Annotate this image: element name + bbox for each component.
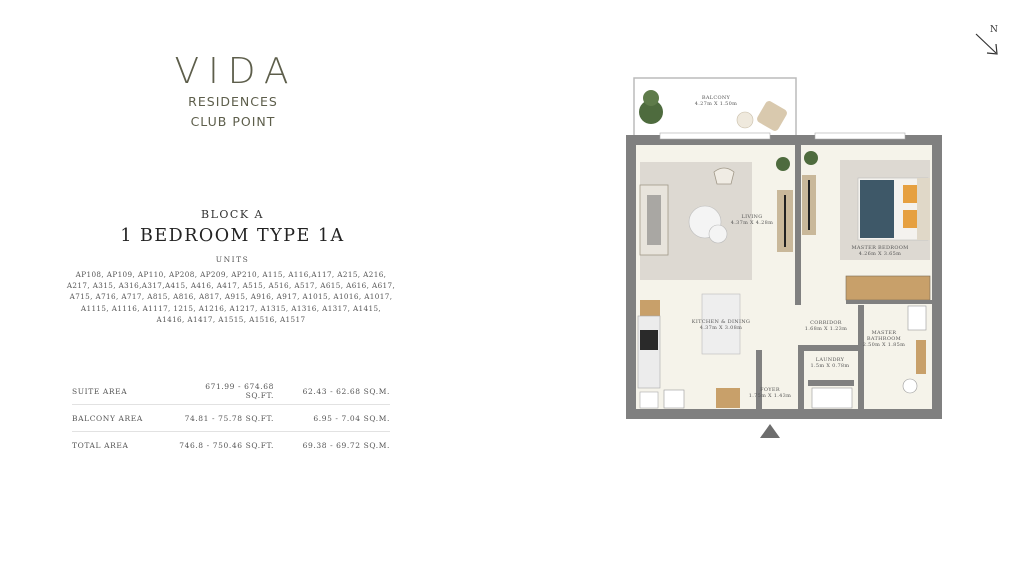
block-label: BLOCK A xyxy=(201,208,264,221)
north-arrow-icon xyxy=(970,22,1010,58)
window xyxy=(660,133,770,139)
toilet-icon xyxy=(903,379,917,393)
room-label-foyer: FOYER xyxy=(760,387,780,393)
room-size-balcony: 4.27m X 1.50m xyxy=(694,101,738,107)
brand-name: VIDA xyxy=(174,51,298,92)
room-size-master-bedroom: 4.26m X 3.65m xyxy=(858,251,902,257)
kitchen-counter xyxy=(640,300,660,316)
brand-line-1: RESIDENCES xyxy=(188,94,278,109)
room-size-corridor: 1.68m X 1.23m xyxy=(804,326,848,332)
room-label-master-bathroom-2: BATHROOM xyxy=(866,336,902,342)
room-label-master-bathroom: MASTER xyxy=(871,330,897,336)
units-label: UNITS xyxy=(215,255,250,264)
units-list: AP108, AP109, AP110, AP208, AP209, AP210, A115, A116,A117, A215, A216, A217, A315, A316,A317,A415, A416, A417, A515, A516, A517, A615, A616, A617, A715, A716, A717, A815, A816, A817, A915, A916, A917, A1015, A1016, A1017, A1115, A1116, A1117, 1215, A1216, A1217, A1315, A1316, A1317, A1415, A1416, A1417, A1515, A1516, A1517 xyxy=(66,270,396,324)
room-label-master-bedroom: MASTER BEDROOM xyxy=(851,245,909,251)
balcony-table-icon xyxy=(737,112,753,128)
room-size-foyer: 1.75m X 1.43m xyxy=(748,393,792,399)
area-sqm: 6.95 - 7.04 SQ.M. xyxy=(300,405,390,432)
plant-icon xyxy=(776,157,790,171)
foyer-closet xyxy=(812,388,852,408)
area-label: TOTAL AREA xyxy=(72,440,129,450)
room-label-laundry: LAUNDRY xyxy=(815,357,845,363)
basin-icon xyxy=(908,306,926,330)
area-label: BALCONY AREA xyxy=(72,405,178,432)
area-table xyxy=(72,378,390,458)
area-label: SUITE AREA xyxy=(72,378,178,405)
cooktop-icon xyxy=(640,330,658,350)
room-size-laundry: 1.5m X 0.78m xyxy=(810,363,850,369)
room-label-kitchen: KITCHEN & DINING xyxy=(691,319,751,325)
entry-arrow-icon xyxy=(760,424,780,438)
room-label-balcony: BALCONY xyxy=(701,95,731,101)
area-row-balcony xyxy=(72,405,390,432)
area-sqft: 671.99 - 674.68 SQ.FT. xyxy=(178,378,300,405)
area-row-suite xyxy=(72,378,390,405)
area-sqft: 74.81 - 75.78 SQ.FT. xyxy=(178,405,300,432)
room-size-living: 4.37m X 4.28m xyxy=(730,220,774,226)
brand-line-2: CLUB POINT xyxy=(190,114,276,129)
floor-plan xyxy=(620,70,950,442)
room-label-living: LIVING xyxy=(741,214,763,220)
wardrobe xyxy=(846,276,930,300)
area-sqm: 62.43 - 62.68 SQ.M. xyxy=(300,378,390,405)
area-sqft: 746.8 - 750.46 SQ.FT. xyxy=(179,440,274,450)
area-row-total xyxy=(72,432,390,459)
area-sqm: 69.38 - 69.72 SQ.M. xyxy=(302,440,390,450)
room-size-master-bathroom: 2.50m X 1.85m xyxy=(862,342,906,348)
unit-type-title: 1 BEDROOM TYPE 1A xyxy=(120,226,345,246)
plant-icon xyxy=(804,151,818,165)
partition-wall xyxy=(795,145,801,305)
north-label: N xyxy=(990,25,998,35)
room-label-corridor: CORRIDOR xyxy=(810,320,842,326)
armchair-icon xyxy=(714,168,734,184)
window xyxy=(815,133,905,139)
room-size-kitchen: 4.37m X 3.08m xyxy=(699,325,743,331)
brand-logo xyxy=(148,52,318,132)
